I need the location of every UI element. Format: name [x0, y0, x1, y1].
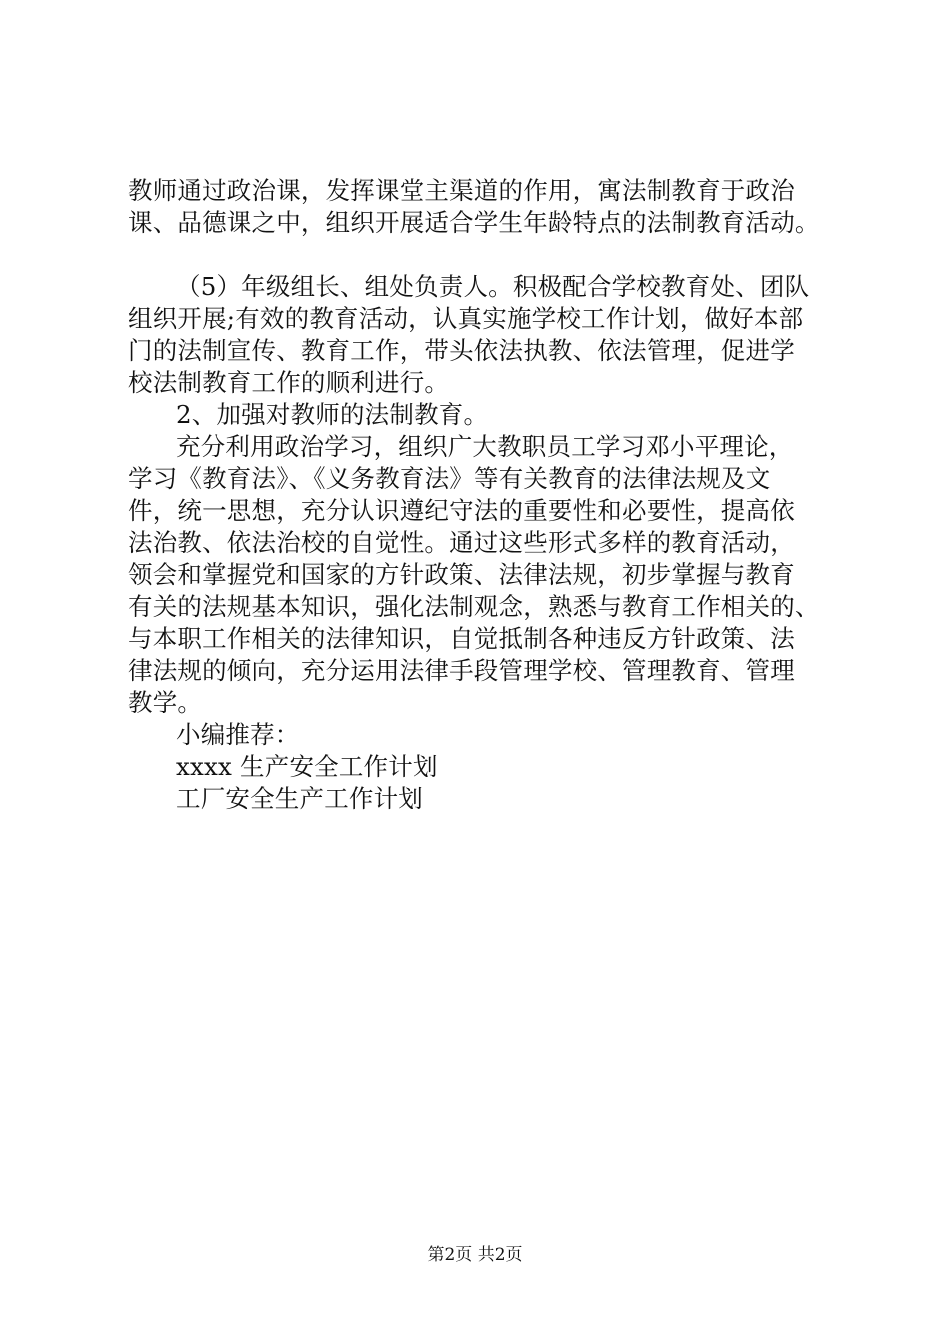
text-line: 律法规的倾向，充分运用法律手段管理学校、管理教育、管理	[128, 656, 795, 685]
recommend-label: 小编推荐：	[176, 720, 300, 749]
text-line: 有关的法规基本知识，强化法制观念，熟悉与教育工作相关的、	[128, 592, 820, 621]
text-line: 组织开展;有效的教育活动，认真实施学校工作计划，做好本部	[128, 304, 804, 333]
recommend-link[interactable]: xxxx 生产安全工作计划	[176, 752, 438, 781]
text-line: 门的法制宣传、教育工作，带头依法执教、依法管理，促进学	[128, 336, 795, 365]
text-line: 教师通过政治课，发挥课堂主渠道的作用，寓法制教育于政治	[128, 176, 795, 205]
page-number: 第2页 共2页	[427, 1245, 523, 1265]
text-line: 领会和掌握党和国家的方针政策、法律法规，初步掌握与教育	[128, 560, 795, 589]
text-line: 法治教、依法治校的自觉性。通过这些形式多样的教育活动，	[128, 528, 795, 557]
text-line: （5）年级组长、组处负责人。积极配合学校教育处、团队	[176, 272, 810, 301]
section-heading: 2、加强对教师的法制教育。	[176, 400, 489, 429]
text-line: 教学。	[128, 688, 203, 717]
text-line: 件，统一思想，充分认识遵纪守法的重要性和必要性，提高依	[128, 496, 795, 525]
text-line: 校法制教育工作的顺利进行。	[128, 368, 450, 397]
text-line: 学习《教育法》、《义务教育法》等有关教育的法律法规及文	[128, 464, 771, 493]
text-line: 与本职工作相关的法律知识，自觉抵制各种违反方针政策、法	[128, 624, 795, 653]
text-line: 充分利用政治学习，组织广大教职员工学习邓小平理论，	[176, 432, 794, 461]
text-line: 课、品德课之中，组织开展适合学生年龄特点的法制教育活动。	[128, 208, 820, 237]
recommend-link[interactable]: 工厂安全生产工作计划	[176, 784, 423, 813]
